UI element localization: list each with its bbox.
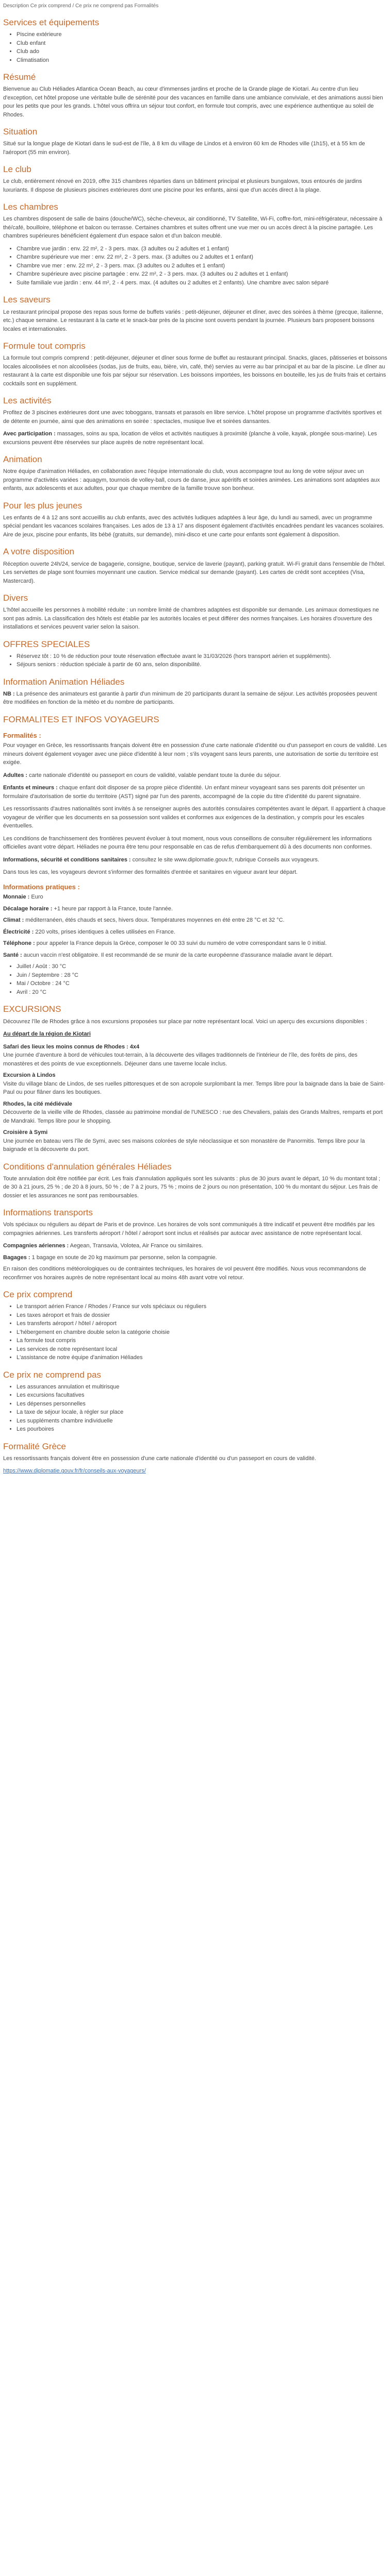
excursions-sub — [3, 1030, 388, 1039]
room-item: • Chambre vue jardin : env. 22 m², 2 - 3 pers. max. (3 adultes ou 2 adultes et 1 enfant) — [17, 245, 388, 253]
included-item: • Les transferts aéroport / hôtel / aéroport — [17, 1319, 388, 1328]
saveurs-title: Les saveurs — [3, 295, 51, 305]
excursions-intro: Découvrez l'île de Rhodes grâce à nos excursions proposées sur place par notre représentant local. Voici un aperçu des excursions disponibles : — [3, 1018, 367, 1025]
timezone-text: +1 heure par rapport à la France, toute l'année. — [54, 905, 173, 912]
formalities-adults-label: Adultes : — [3, 772, 28, 778]
excursion-4 — [3, 1128, 388, 1154]
phone-label: Téléphone : — [3, 940, 35, 947]
transport-title: Informations transports — [3, 1208, 93, 1218]
formalities-health — [3, 856, 388, 865]
facilities-title: A votre disposition — [3, 547, 74, 557]
kids-text: Les enfants de 4 à 12 ans sont accueillis au club enfants, avec des activités ludiques adaptées à leur âge, du lundi au samedi, avec un programme spécial pendant les vacances scolaires françaises. Les ados de 13 à 17 ans disposent également d'activités encadrées pendant les vacances scolaires. Aire de jeux, piscine pour enfants, lits bébé (gratuits, sur demande), mini-disco et une carte pour enfants sont également à disposition. — [3, 514, 384, 538]
not-included-item: • Les assurances annulation et multirisque — [17, 1383, 388, 1392]
currency-text: Euro — [31, 894, 43, 901]
activities-paid-label: Avec participation : — [3, 431, 56, 437]
resume-title: Résumé — [3, 72, 36, 82]
formalities-title: FORMALITES ET INFOS VOYAGEURS — [3, 714, 159, 724]
included-item: • Le transport aérien France / Rhodes / France sur vols spéciaux ou réguliers — [17, 1302, 388, 1311]
service-item: • Piscine extérieure — [17, 30, 388, 39]
formalities-sub: Formalités : — [3, 731, 41, 739]
formalities-adults-text: carte nationale d'identité ou passeport en cours de validité, valable pendant toute la durée du séjour. — [29, 772, 281, 778]
saveurs-text: Le restaurant principal propose des repas sous forme de buffets variés : petit-déjeuner, déjeuner et dîner, avec des soirées à thème (grecque, italienne, etc.) chaque semaine. Le restaurant à la carte et le snack-bar près de la piscine sont ouverts pendant la journée. Plusieurs bars proposent boissons locales et internationales. — [3, 309, 383, 332]
club-text: Le club, entièrement rénové en 2019, offre 315 chambres réparties dans un bâtiment principal et plusieurs bungalows, tous entourés de jardins luxuriants. Il dispose de plusieurs piscines extérieures dont une piscine pour les enfants, ainsi que d'un accès direct à la plage. — [3, 178, 362, 193]
offers-title: OFFRES SPECIALES — [3, 639, 90, 649]
cancel-text: Toute annulation doit être notifiée par écrit. Les frais d'annulation appliqués sont les suivants : plus de 30 jours avant le départ, 10 % du montant total ; de 30 à 21 jours, 25 % ; de 20 à 8 jours, 50 % ; de 7 à 2 jours, 75 % ; moins de 2 jours ou non présentation, 100 % du montant du séjour. Les frais de dossier et les assurances ne sont pas remboursables. — [3, 1175, 381, 1199]
temperature-item: • Avril : 20 °C — [17, 988, 388, 997]
transport-baggage — [3, 1253, 388, 1262]
offer-item: • Réservez tôt : 10 % de réduction pour toute réservation effectuée avant le 31/03/2026 (hors transport aérien et suppléments). — [17, 652, 388, 661]
kids-title: Pour les plus jeunes — [3, 500, 83, 511]
practical-timezone — [3, 905, 388, 913]
formality-greece-link[interactable]: https://www.diplomatie.gouv.fr/fr/conseils-aux-voyageurs/ — [3, 1468, 146, 1475]
excursion-2-title: Excursion à Lindos — [3, 1072, 56, 1078]
info-body: La présence des animateurs est garantie à partir d'un minimum de 20 participants durant la semaine de séjour. Les activités proposées peuvent être modifiées en fonction de la météo et du nombre de participants. — [3, 690, 377, 706]
airline-label: Compagnies aériennes : — [3, 1243, 69, 1249]
rooms-intro: Les chambres disposent de salle de bains (douche/WC), sèche-cheveux, air conditionné, TV Satellite, Wi-Fi, coffre-fort, mini-réfrigérateur, nécessaire à thé/café, bouilloire, téléphone et balcon ou terrasse. Certaines chambres et suites offrent une vue mer ou un accès direct à la piscine partagée. Les chambres supérieures bénéficient également d'un espace salon et d'un balcon meublé. — [3, 216, 383, 240]
transport-text: Vols spéciaux ou réguliers au départ de Paris et de province. Les horaires de vols sont communiqués à titre indicatif et peuvent être modifiés par les compagnies aériennes. Les transferts aéroport / hôtel / aéroport sont inclus et réalisés par autocar avec assistance de notre représentant local. — [3, 1222, 375, 1236]
activities-intro: Profitez de 3 piscines extérieures dont une avec toboggans, transats et parasols en libre service. L'hôtel propose un programme d'activités sportives et de détente en journée, ainsi que des animations en soirée : spectacles, musique live et soirées dansantes. — [3, 410, 382, 425]
not-included-title: Ce prix ne comprend pas — [3, 1369, 101, 1380]
activities-title: Les activités — [3, 396, 52, 406]
animation-title: Animation — [3, 454, 42, 465]
room-item: • Suite familiale vue jardin : env. 44 m², 2 - 4 pers. max. (4 adultes ou 2 adultes et 2 enfants). Une chambre avec salon séparé — [17, 279, 388, 287]
climate-text: méditerranéen, étés chauds et secs, hivers doux. Températures moyennes en été entre 28 °C et 32 °C. — [25, 917, 285, 924]
transport-para: En raison des conditions météorologiques ou de contraintes techniques, les horaires de vol peuvent être modifiés. Nous vous recommandons de reconfirmer vos horaires auprès de notre représentant local au moins 48h avant votre vol retour. — [3, 1266, 366, 1281]
timezone-label: Décalage horaire : — [3, 905, 53, 912]
health-label: Santé : — [3, 952, 22, 958]
airline-text: Aegean, Transavia, Volotea, Air France ou similaires. — [70, 1243, 203, 1249]
included-item: • L'hébergement en chambre double selon la catégorie choisie — [17, 1328, 388, 1337]
excursion-4-text: Une journée en bateau vers l'île de Symi, avec ses maisons colorées de style néoclassique et son monastère de Panormitis. Temps libre pour la baignade et la découverte du port. — [3, 1138, 365, 1153]
included-item: • La formule tout compris — [17, 1336, 388, 1345]
electricity-label: Électricité : — [3, 928, 34, 935]
formalities-para3: Dans tous les cas, les voyageurs devront s'informer des formalités d'entrée et sanitaires en vigueur avant leur départ. — [3, 869, 298, 876]
formalities-minors-text: chaque enfant doit disposer de sa propre pièce d'identité. Un enfant mineur voyageant sans ses parents doit présenter un formulaire d'autorisation de sortie du territoire (AST) signé par l'un des parents, accompagné de la copie du titre d'identité du parent signataire. — [3, 785, 365, 800]
cancel-title: Conditions d'annulation générales Héliades — [3, 1161, 172, 1172]
temperature-list — [3, 962, 388, 996]
formalities-para2: Les conditions de franchissement des frontières peuvent évoluer à tout moment, nous vous conseillons de consulter régulièrement les informations officielles avant votre départ. Héliades ne pourra être tenu pour responsable en cas de refus d'embarquement dû à des documents non conformes. — [3, 835, 372, 851]
facilities-text: Réception ouverte 24h/24, service de bagagerie, consigne, boutique, service de laverie (payant), parking gratuit. Wi-Fi gratuit dans l'ensemble de l'hôtel. Les serviettes de plage sont fournies moyennant une caution. Service médical sur demande (payant). Les cartes de crédit sont acceptées (Visa, Mastercard). — [3, 561, 386, 584]
service-item: • Club ado — [17, 47, 388, 56]
formalities-health-text: consultez le site www.diplomatie.gouv.fr, rubrique Conseils aux voyageurs. — [132, 856, 319, 863]
included-item: • Les taxes aéroport et frais de dossier — [17, 1311, 388, 1320]
not-included-item: • La taxe de séjour locale, à régler sur place — [17, 1408, 388, 1417]
animation-text: Notre équipe d'animation Héliades, en collaboration avec l'équipe internationale du club, vous accompagne tout au long de votre séjour avec un programme d'activités variées : aquagym, tournois de volley-ball, cours de danse, jeux apéritifs et soirées animées. Les animations sont adaptées aux enfants, aux adolescents et aux adultes, pour que chaque membre de la famille trouve son bonheur. — [3, 468, 380, 492]
practical-health — [3, 951, 388, 960]
breadcrumb: Description Ce prix comprend / Ce prix ne comprend pas Formalités — [3, 3, 159, 9]
service-item: • Climatisation — [17, 56, 388, 65]
formalities-adults — [3, 771, 388, 780]
room-item: • Chambre supérieure avec piscine partagée : env. 22 m², 2 - 3 pers. max. (3 adultes ou 2 adultes et 1 enfant) — [17, 270, 388, 279]
rooms-list — [3, 245, 388, 287]
activities-paid — [3, 430, 388, 447]
formality-greece-title: Formalité Grèce — [3, 1441, 66, 1451]
formalities-para1: Les ressortissants d'autres nationalités sont invités à se renseigner auprès des autorités consulaires compétentes avant le départ. Il appartient à chaque voyageur de vérifier que les documents en sa possession sont valides et conformes aux exigences de la destination, y compris pour les escales éventuelles. — [3, 806, 386, 829]
excursions-title: EXCURSIONS — [3, 1004, 61, 1014]
formalities-intro: Pour voyager en Grèce, les ressortissants français doivent être en possession d'une carte nationale d'identité ou d'un passeport en cours de validité. Les mineurs doivent également voyager avec une pièce d'identité à leur nom ; s'ils voyagent sans leurs parents, une autorisation de sortie du territoire est exigée. — [3, 742, 387, 766]
practical-title: Informations pratiques : — [3, 883, 80, 891]
situation-text: Situé sur la longue plage de Kiotari dans le sud-est de l'île, à 8 km du village de Lindos et à environ 60 km de Rhodes ville (1h15), et à 55 km de l'aéroport (55 min environ). — [3, 141, 365, 156]
excursion-3-text: Découverte de la vieille ville de Rhodes, classée au patrimoine mondial de l'UNESCO : rue des Chevaliers, palais des Grands Maîtres, remparts et port de Mandraki. Temps libre pour le shopping. — [3, 1109, 383, 1124]
included-title: Ce prix comprend — [3, 1290, 73, 1300]
temperature-item: • Mai / Octobre : 24 °C — [17, 979, 388, 988]
phone-text: pour appeler la France depuis la Grèce, composer le 00 33 suivi du numéro de votre correspondant sans le 0 initial. — [36, 940, 327, 947]
temperature-item: • Juin / Septembre : 28 °C — [17, 971, 388, 980]
formality-greece-text: Les ressortissants français doivent être en possession d'une carte nationale d'identité ou d'un passeport en cours de validité. — [3, 1455, 316, 1462]
practical-phone — [3, 939, 388, 948]
all-inclusive-text: La formule tout compris comprend : petit-déjeuner, déjeuner et dîner sous forme de buffet au restaurant principal. Snacks, glaces, pâtisseries et boissons locales alcoolisées et non alcoolisées (sodas, jus de fruits, eau, bière, vin, café, thé) servies au verre au bar principal et au bar de la piscine. Le dîner au restaurant à la carte est disponible une fois par séjour sur réservation. Les boissons importées, les boissons en bouteille, les jus de fruits frais et certains cocktails sont en supplément. — [3, 355, 387, 387]
room-item: • Chambre vue mer : env. 22 m², 2 - 3 pers. max. (3 adultes ou 2 adultes et 1 enfant) — [17, 262, 388, 270]
excursion-4-title: Croisière à Symi — [3, 1129, 48, 1136]
info-lead: NB : — [3, 690, 15, 697]
health-text: aucun vaccin n'est obligatoire. Il est recommandé de se munir de la carte européenne d'assurance maladie avant le départ. — [23, 952, 333, 958]
services-title: Services et équipements — [3, 18, 100, 27]
not-included-item: • Les dépenses personnelles — [17, 1400, 388, 1409]
room-item: • Chambre supérieure vue mer : env. 22 m², 2 - 3 pers. max. (3 adultes ou 2 adultes et 1 enfant) — [17, 253, 388, 262]
excursion-1-text: Une journée d'aventure à bord de véhicules tout-terrain, à la découverte des villages traditionnels de l'intérieur de l'île, des forêts de pins, des monastères et des points de vue exceptionnels. Déjeuner dans une taverne locale inclus. — [3, 1052, 357, 1067]
club-title: Le club — [3, 164, 31, 175]
excursions-sub-text: Au départ de la région de Kiotari — [3, 1031, 91, 1037]
electricity-text: 220 volts, prises identiques à celles utilisées en France. — [35, 928, 175, 935]
excursion-2 — [3, 1071, 388, 1097]
info-text — [3, 690, 388, 707]
rooms-title: Les chambres — [3, 202, 58, 212]
not-included-list — [3, 1383, 388, 1434]
situation-title: Situation — [3, 127, 38, 137]
excursion-1 — [3, 1043, 388, 1069]
temperature-item: • Juillet / Août : 30 °C — [17, 962, 388, 971]
currency-label: Monnaie : — [3, 894, 30, 901]
not-included-item: • Les suppléments chambre individuelle — [17, 1417, 388, 1426]
practical-climate — [3, 916, 388, 925]
excursion-3 — [3, 1100, 388, 1126]
climate-label: Climat : — [3, 917, 24, 924]
transport-airline — [3, 1242, 388, 1250]
not-included-item: • Les pourboires — [17, 1425, 388, 1434]
included-list — [3, 1302, 388, 1362]
excursion-1-title: Safari des lieux les moins connus de Rhodes : 4x4 — [3, 1043, 140, 1050]
formalities-minors-label: Enfants et mineurs : — [3, 785, 58, 791]
info-title: Information Animation Héliades — [3, 676, 125, 687]
activities-paid-text: massages, soins au spa, location de vélos et activités nautiques à proximité (planche à voile, kayak, plongée sous-marine). Les excursions peuvent être réservées sur place auprès de notre représentant local. — [3, 431, 377, 446]
services-list — [3, 30, 388, 64]
not-included-item: • Les excursions facultatives — [17, 1391, 388, 1400]
divers-text: L'hôtel accueille les personnes à mobilité réduite : un nombre limité de chambres adaptées est disponible sur demande. Les animaux domestiques ne sont pas admis. La classification des hôtels est établie par les autorités locales et peut différer des normes françaises. Les horaires d'ouverture des installations et services peuvent varier selon la saison. — [3, 607, 379, 631]
service-item: • Club enfant — [17, 39, 388, 48]
baggage-label: Bagages : — [3, 1254, 30, 1261]
formalities-health-label: Informations, sécurité et conditions sanitaires : — [3, 856, 131, 863]
all-inclusive-title: Formule tout compris — [3, 341, 86, 351]
formalities-minors — [3, 784, 388, 801]
practical-currency — [3, 893, 388, 902]
offers-list — [3, 652, 388, 669]
included-item: • Les services de notre représentant local — [17, 1345, 388, 1354]
divers-title: Divers — [3, 593, 28, 603]
resume-text: Bienvenue au Club Héliades Atlantica Ocean Beach, au cœur d'immenses jardins et proche de la Grande plage de Kiotari. Au centre d'un lieu d'exception, cet hôtel propose une véritable bulle de sérénité pour des vacances en famille dans une ambiance conviviale, et des animations aussi bien pour les petits que pour les grands. L'hôtel vous offrira un séjour tout confort, en formule tout compris, avec une expérience authentique au soleil de Rhodes. — [3, 86, 383, 118]
included-item: • L'assistance de notre équipe d'animation Héliades — [17, 1353, 388, 1362]
baggage-text: 1 bagage en soute de 20 kg maximum par personne, selon la compagnie. — [31, 1254, 217, 1261]
excursion-2-text: Visite du village blanc de Lindos, de ses ruelles pittoresques et de son acropole surplombant la mer. Temps libre pour la baignade dans la baie de Saint-Paul ou pour flâner dans les boutiques. — [3, 1080, 385, 1095]
excursion-3-title: Rhodes, la cité médiévale — [3, 1100, 72, 1107]
practical-electricity — [3, 928, 388, 937]
offer-item: • Séjours seniors : réduction spéciale à partir de 60 ans, selon disponibilité. — [17, 660, 388, 669]
